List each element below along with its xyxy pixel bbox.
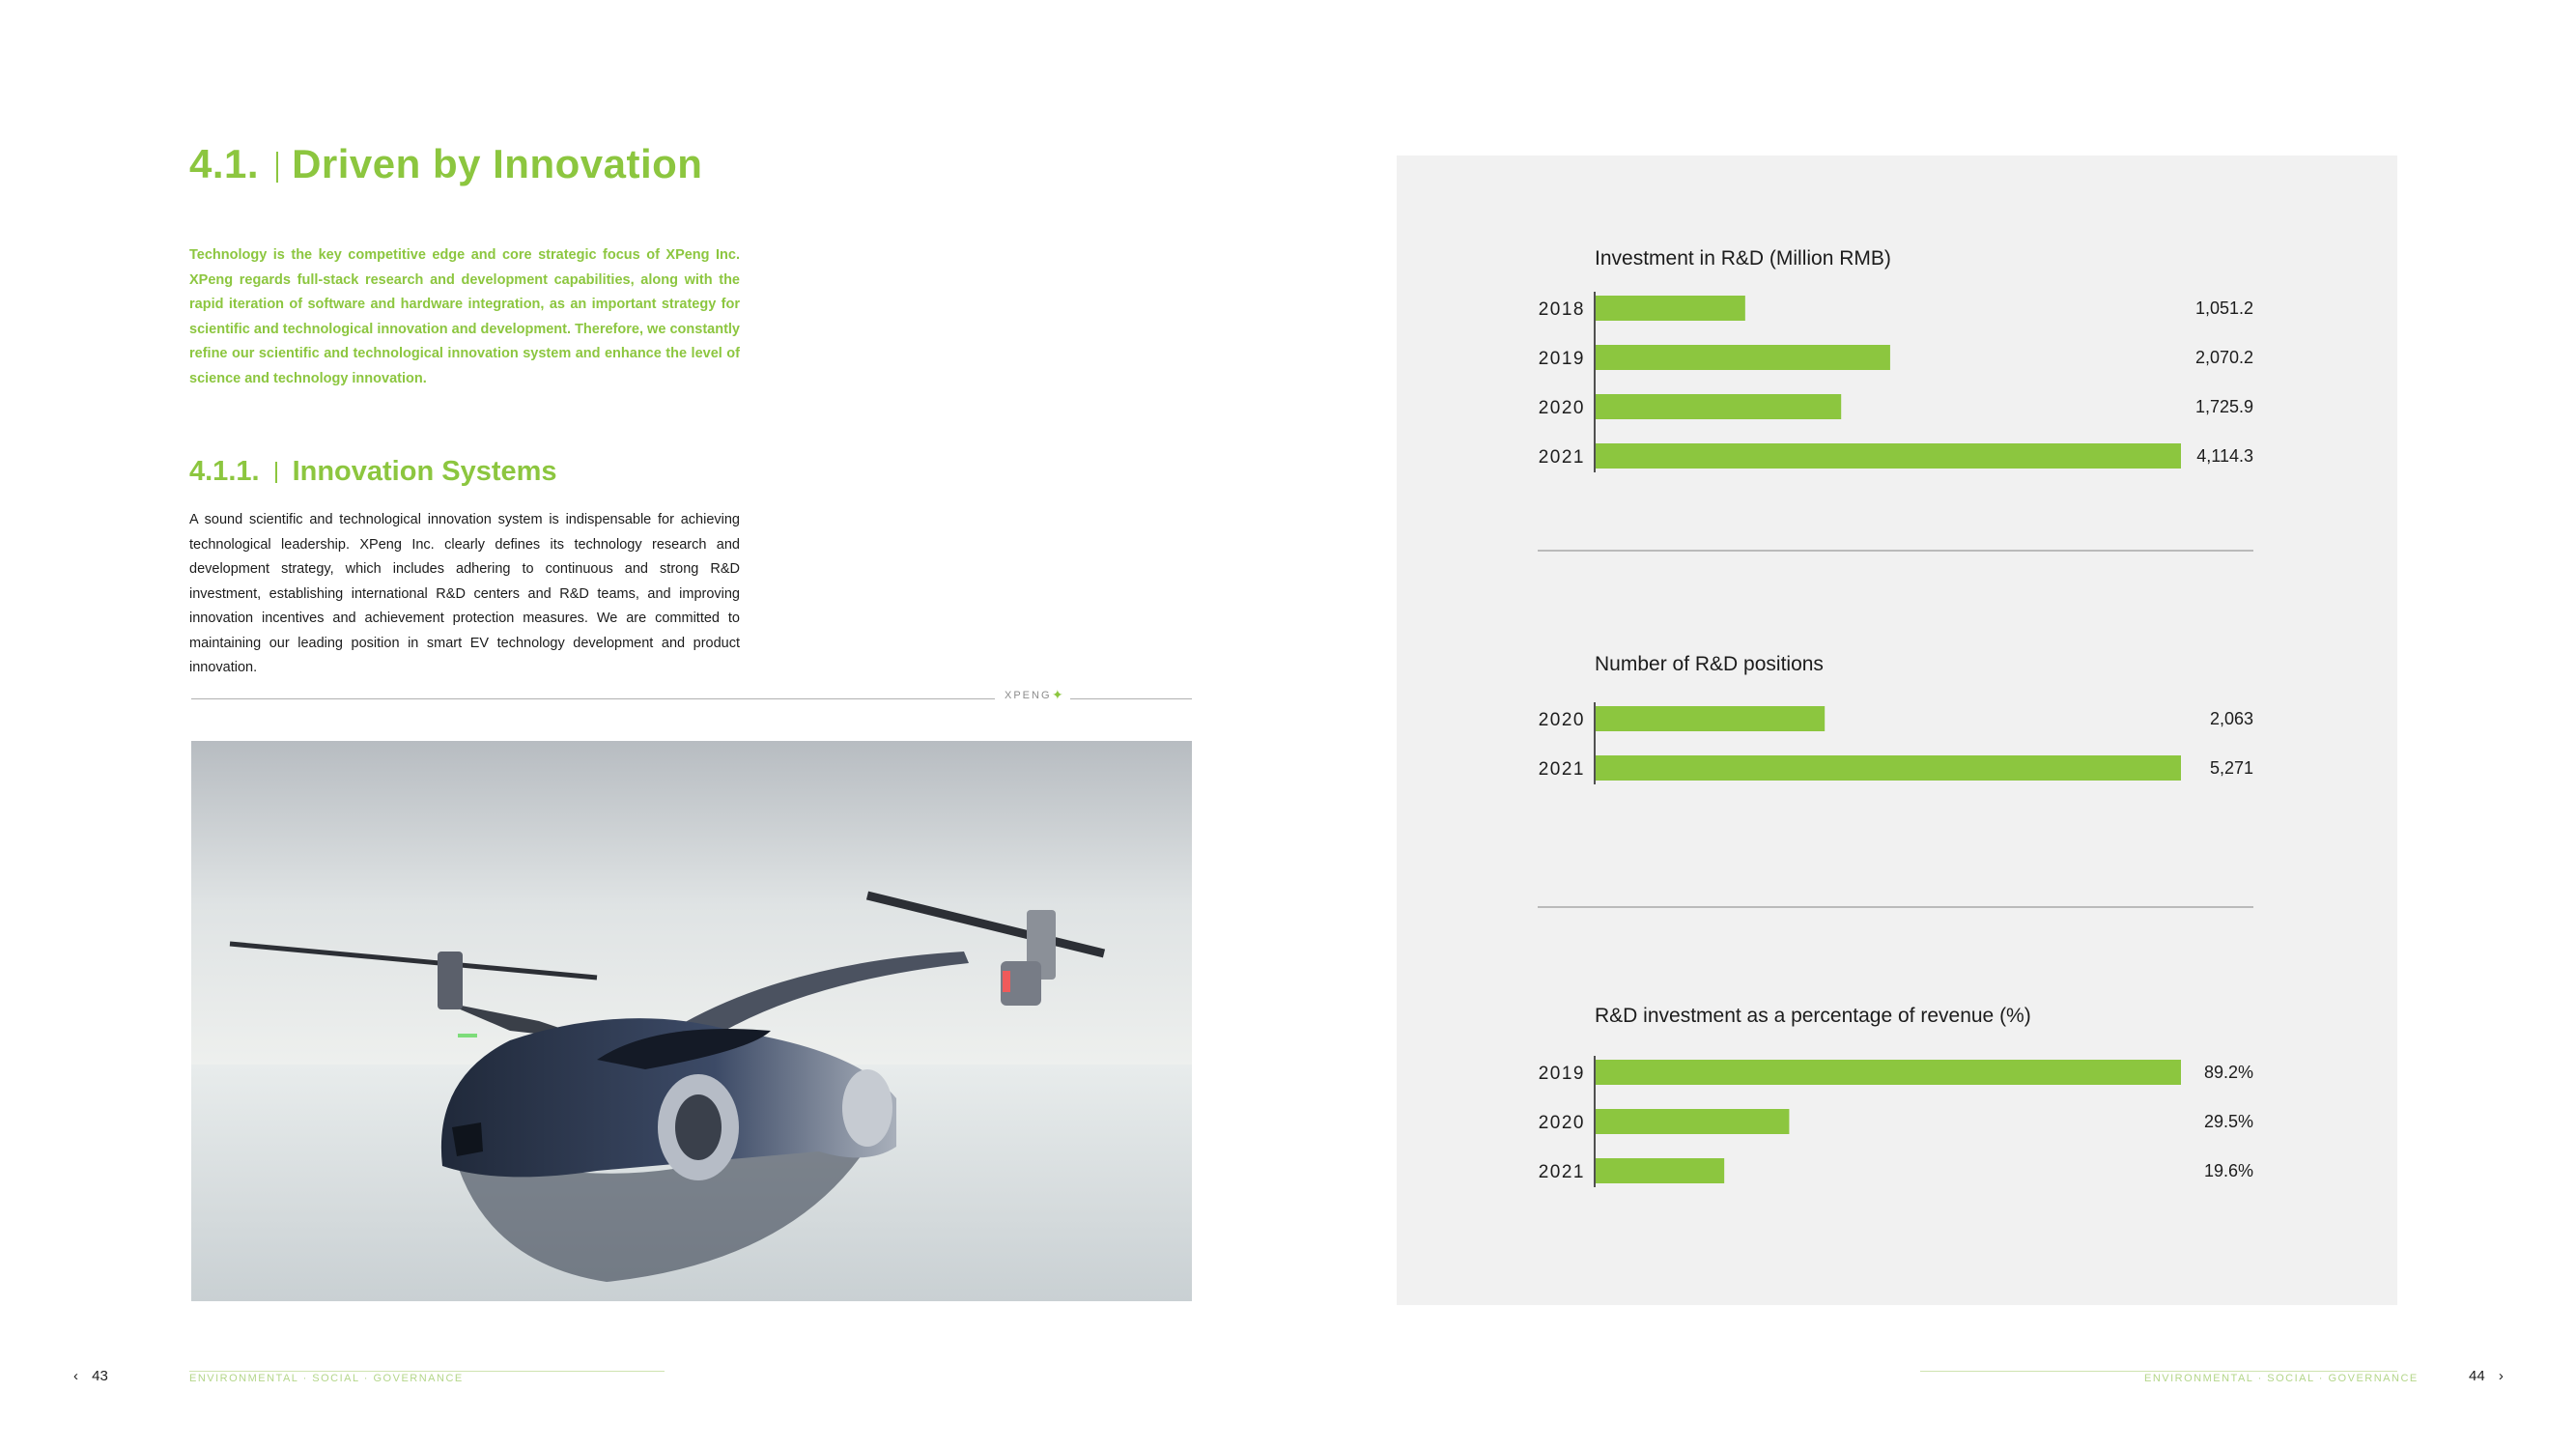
data-label: 2,070.2 [2194,348,2253,367]
data-label: 89.2% [2203,1063,2253,1082]
bar [1596,706,1825,731]
next-page-button[interactable] [2469,1368,2504,1384]
bar [1596,1158,1724,1183]
category-label: 2020 [1538,398,1585,418]
prev-page-button[interactable] [73,1368,108,1384]
bar [1596,1060,2181,1085]
data-label: 29.5% [2203,1112,2253,1131]
intro-paragraph: Technology is the key competitive edge and core strategic focus of XPeng Inc. XPeng regards full-stack research and development capabilities, along with the rapid iteration of software and hardware integration, as an important strategy for scientific and technological innovation and development. Therefore, we constantly refine our scientific and technological innovation system and enhance the level of science and technology innovation. [189,247,740,386]
subsection-heading [189,456,557,488]
category-label: 2020 [1538,710,1585,730]
section-title: Driven by Innovation [292,141,703,186]
bar [1596,1109,1789,1134]
page-number-left: 43 [92,1368,108,1384]
category-label: 2021 [1538,1162,1585,1182]
body-paragraph: A sound scientific and technological innovation system is indispensable for achieving technological leadership. XPeng Inc. clearly defines its technology research and development strategy, which includes adhering to continuous and strong R&D investment, establishing international R&D centers and R&D teams, and improving innovation incentives and achievement protection measures. We are committed to maintaining our leading position in smart EV technology development and product innovation. [189,512,740,675]
chart-panel [1397,156,2397,1305]
brand-tag: XPENG [1005,690,1052,701]
section-number: 4.1. [189,141,260,186]
bar [1596,443,2181,469]
data-label: 1,051.2 [2194,298,2253,318]
chevron-right-icon: › [2498,1368,2504,1384]
category-label: 2021 [1538,447,1585,468]
rd-bar-charts [1397,156,2397,1305]
category-label: 2018 [1538,299,1585,320]
category-label: 2019 [1538,1064,1585,1084]
data-label: 5,271 [2209,758,2253,778]
chart-title: Investment in R&D (Million RMB) [1595,247,1891,270]
chart-title: Number of R&D positions [1595,653,1824,675]
heading-divider [276,152,278,183]
data-label: 19.6% [2203,1161,2253,1180]
category-label: 2021 [1538,759,1585,780]
chevron-left-icon: ‹ [73,1368,78,1384]
bar [1596,296,1745,321]
category-label: 2020 [1538,1113,1585,1133]
star-icon: ✦ [1052,687,1063,702]
bar [1596,755,2181,781]
subsection-number: 4.1.1. [189,456,260,487]
subsection-title: Innovation Systems [292,456,557,487]
data-label: 2,063 [2209,709,2253,728]
footer-label-left: ENVIRONMENTAL · SOCIAL · GOVERNANCE [189,1373,464,1384]
divider-line [1070,698,1192,699]
footer-label-right: ENVIRONMENTAL · SOCIAL · GOVERNANCE [2144,1373,2419,1384]
chart-title: R&D investment as a percentage of revenue (%) [1595,1005,2031,1027]
data-label: 4,114.3 [2196,446,2253,466]
bar [1596,394,1841,419]
footer-line [1920,1371,2397,1372]
page-number-right: 44 [2469,1368,2485,1384]
section-heading [189,141,702,187]
footer-line [189,1371,665,1372]
data-label: 1,725.9 [2194,397,2253,416]
flying-car-photo [191,741,1192,1301]
divider-line [191,698,995,699]
heading-divider [275,462,277,483]
category-label: 2019 [1538,349,1585,369]
bar [1596,345,1890,370]
